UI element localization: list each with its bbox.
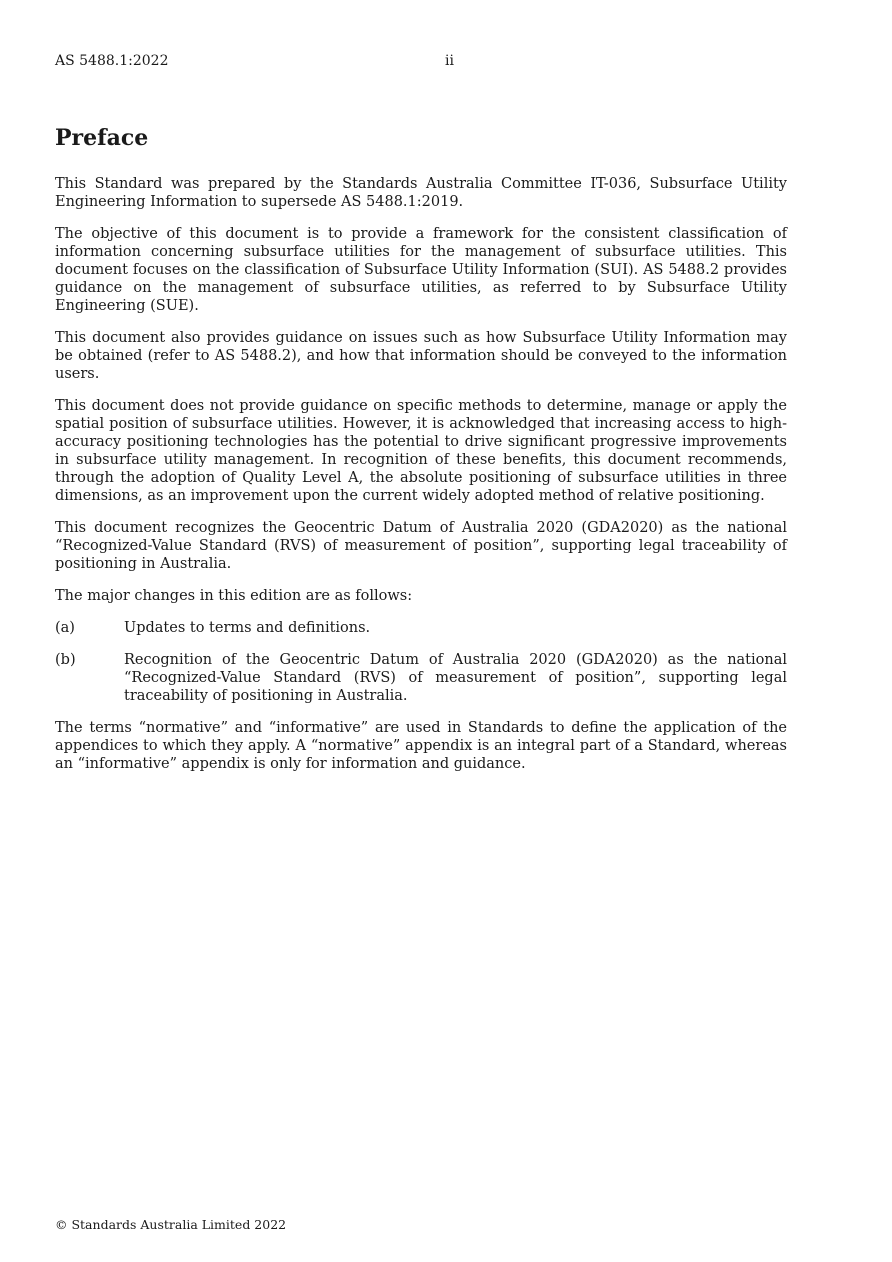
- paragraph: This document does not provide guidance on specific methods to determine, manage or apply the spatial position of subsurface utilities. However, it is acknowledged that increasing access to high-accuracy positioning technologies has the potential to drive significant progressive improvements in subsurface utility management. In recognition of these benefits, this document recommends, through the adoption of Quality Level A, the absolute positioning of subsurface utilities in three dimensions, as an improvement upon the current widely adopted method of relative positioning.: [55, 398, 787, 504]
- list-item-text: Updates to terms and definitions.: [124, 620, 371, 636]
- paragraph: This document recognizes the Geocentric Datum of Australia 2020 (GDA2020) as the national “Recognized-Value Standard (RVS) of measurement of position”, supporting legal traceability of positioning in Australia.: [55, 520, 787, 572]
- list-item-text: Recognition of the Geocentric Datum of Australia 2020 (GDA2020) as the national “Recognized-Value Standard (RVS) of measurement of position”, supporting legal traceability of positioning in Australia.: [124, 652, 787, 704]
- list-item: [55, 651, 787, 705]
- section-title: Preface: [55, 125, 149, 151]
- preface-body: [55, 175, 787, 787]
- paragraph: The major changes in this edition are as follows:: [55, 588, 413, 604]
- paragraph: This document also provides guidance on issues such as how Subsurface Utility Information may be obtained (refer to AS 5488.2), and how that information should be conveyed to the information users.: [55, 330, 787, 382]
- list-item-label: (a): [55, 620, 75, 636]
- document-identifier: AS 5488.1:2022: [55, 53, 169, 69]
- page-number: ii: [445, 53, 454, 69]
- paragraph: This Standard was prepared by the Standards Australia Committee IT-036, Subsurface Utility Engineering Information to supersede AS 5488.1:2019.: [55, 176, 787, 210]
- list-item-label: (b): [55, 652, 76, 668]
- paragraph: The objective of this document is to provide a framework for the consistent classification of information concerning subsurface utilities for the management of subsurface utilities. This document focuses on the classification of Subsurface Utility Information (SUI). AS 5488.2 provides guidance on the management of subsurface utilities, as referred to by Subsurface Utility Engineering (SUE).: [55, 226, 787, 314]
- closing-paragraph: The terms “normative” and “informative” are used in Standards to define the application of the appendices to which they apply. A “normative” appendix is an integral part of a Standard, whereas an “informative” appendix is only for information and guidance.: [55, 720, 787, 772]
- copyright-footer: © Standards Australia Limited 2022: [55, 1217, 287, 1232]
- list-item: [55, 619, 787, 637]
